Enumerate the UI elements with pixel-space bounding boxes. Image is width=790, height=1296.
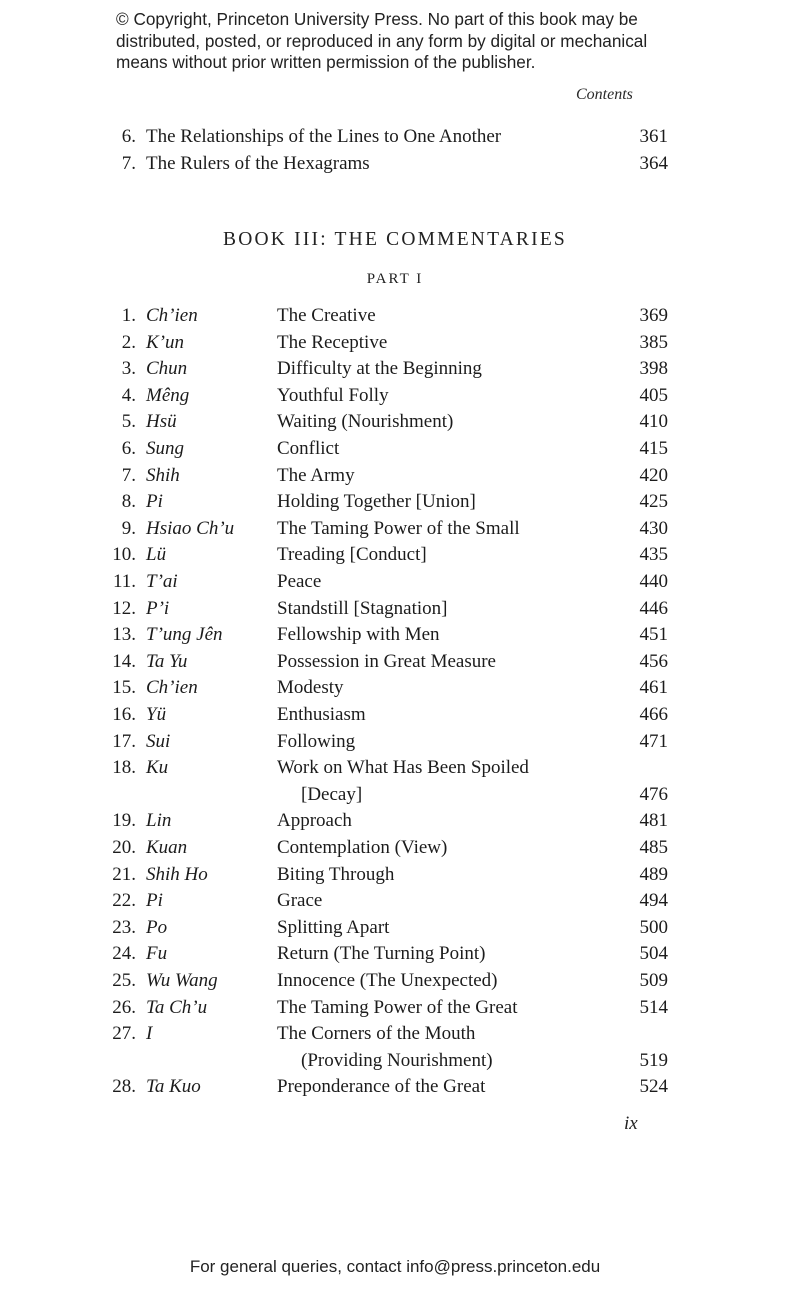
toc-row: [0, 702, 790, 728]
toc-row: [0, 888, 790, 914]
toc-row: [0, 569, 790, 595]
hexagram-title: The Taming Power of the Great: [277, 996, 518, 1018]
toc-row: [0, 649, 790, 675]
toc-row: [0, 835, 790, 861]
hexagram-title: (Providing Nourishment): [301, 1049, 493, 1071]
hexagram-title: The Receptive: [277, 331, 388, 353]
hexagram-name: Ch’ien: [146, 305, 198, 326]
hexagram-number: 15.: [112, 677, 136, 699]
hexagram-name: Shih: [146, 464, 180, 486]
hexagram-title: Grace: [277, 890, 323, 912]
page-number: 494: [639, 890, 668, 912]
hexagram-name: Mêng: [146, 384, 190, 406]
item-number: 7.: [121, 152, 136, 174]
hexagram-title: Possession in Great Measure: [277, 650, 496, 672]
hexagram-name: Fu: [146, 943, 168, 965]
hexagram-number: 19.: [112, 810, 136, 832]
hexagram-number: 1.: [121, 305, 136, 326]
page-number: 410: [639, 411, 668, 433]
page-number: 364: [639, 152, 668, 174]
page-number: 405: [639, 384, 668, 406]
toc-row: [0, 436, 790, 462]
hexagram-number: 13.: [112, 624, 136, 646]
toc-row: [0, 622, 790, 648]
hexagram-number: 3.: [121, 358, 136, 380]
hexagram-name: K’un: [146, 331, 184, 353]
toc-row: [0, 124, 790, 150]
page-number: 466: [639, 704, 668, 725]
page-number: 471: [639, 730, 668, 752]
hexagram-number: 10.: [112, 544, 136, 566]
toc-row: [0, 383, 790, 409]
copyright-line: distributed, posted, or reproduced in any form by digital or mechanical: [116, 30, 648, 51]
hexagram-number: 25.: [112, 970, 136, 991]
toc-row: [0, 356, 790, 382]
hexagram-title: Work on What Has Been Spoiled: [277, 757, 529, 779]
hexagram-number: 21.: [112, 863, 136, 885]
hexagram-name: P’i: [146, 597, 170, 619]
hexagram-title: Enthusiasm: [277, 704, 366, 725]
hexagram-number: 17.: [112, 730, 136, 752]
hexagram-name: Sung: [146, 438, 184, 459]
hexagram-title: The Army: [277, 464, 355, 486]
page-number: 435: [639, 544, 668, 566]
hexagram-number: 11.: [112, 571, 136, 592]
toc-row: [0, 303, 790, 329]
toc-row: [0, 675, 790, 701]
toc-row: [0, 782, 790, 808]
book-heading: BOOK III: THE COMMENTARIES: [223, 229, 567, 250]
hexagram-number: 6.: [121, 438, 136, 459]
page-number: 500: [639, 916, 668, 938]
page-number: 446: [639, 597, 668, 619]
toc-row: [0, 463, 790, 489]
toc-row: [0, 151, 790, 177]
page-number: 420: [639, 464, 668, 486]
hexagram-title: Holding Together [Union]: [277, 491, 476, 513]
hexagram-number: 16.: [112, 704, 136, 725]
toc-row: [0, 409, 790, 435]
hexagram-name: Lü: [146, 544, 167, 566]
hexagram-title: Standstill [Stagnation]: [277, 597, 448, 619]
hexagram-number: 2.: [121, 331, 136, 353]
hexagram-number: 28.: [112, 1076, 136, 1098]
hexagram-title: Innocence (The Unexpected): [277, 970, 498, 991]
toc-row: [0, 915, 790, 941]
hexagram-name: Po: [146, 916, 168, 938]
hexagram-number: 20.: [112, 837, 136, 858]
hexagram-name: Ta Yu: [146, 650, 188, 672]
copyright-line: means without prior written permission of the publisher.: [116, 52, 536, 72]
page-number: 430: [639, 517, 668, 539]
hexagram-title: Approach: [277, 810, 352, 832]
page-number: 398: [639, 358, 668, 380]
hexagram-name: Wu Wang: [146, 970, 218, 991]
hexagram-number: 22.: [112, 890, 136, 912]
hexagram-number: 4.: [121, 384, 136, 406]
hexagram-number: 14.: [112, 650, 136, 672]
toc-row: [0, 1021, 790, 1047]
copyright-notice: [116, 9, 756, 74]
page-number: 451: [639, 624, 668, 646]
toc-row: [0, 489, 790, 515]
hexagram-number: 27.: [112, 1023, 136, 1045]
hexagram-number: 7.: [121, 464, 136, 486]
hexagram-name: Hsiao Ch’u: [146, 517, 235, 539]
hexagram-name: Sui: [146, 730, 171, 752]
hexagram-name: T’ai: [146, 571, 178, 592]
hexagram-title: Preponderance of the Great: [277, 1076, 486, 1098]
hexagram-title: Following: [277, 730, 356, 752]
page-number: 385: [639, 331, 668, 353]
page-number: 504: [639, 943, 668, 965]
item-title: The Rulers of the Hexagrams: [146, 152, 370, 174]
hexagram-name: Ta Kuo: [146, 1076, 201, 1098]
toc-row: [0, 542, 790, 568]
hexagram-title: [Decay]: [301, 783, 363, 805]
toc-row: [0, 862, 790, 888]
hexagram-name: Hsü: [146, 411, 177, 433]
page-number: 361: [639, 126, 668, 147]
copyright-line: © Copyright, Princeton University Press. No part of this book may be: [116, 9, 638, 29]
hexagram-title: Peace: [277, 571, 322, 592]
hexagram-title: Waiting (Nourishment): [277, 411, 454, 433]
page-number: 489: [639, 863, 668, 885]
hexagram-name: Pi: [146, 491, 163, 513]
hexagram-number: 18.: [112, 757, 136, 779]
toc-row: [0, 968, 790, 994]
hexagram-title: The Creative: [277, 305, 376, 326]
hexagram-title: Splitting Apart: [277, 916, 390, 938]
toc-row: [0, 1074, 790, 1100]
toc-row: [0, 995, 790, 1021]
page-number: 519: [639, 1049, 668, 1071]
page-number: 514: [639, 996, 668, 1018]
toc-row: [0, 941, 790, 967]
hexagram-name: Ch’ien: [146, 677, 198, 699]
hexagram-title: The Corners of the Mouth: [277, 1023, 476, 1045]
hexagram-name: Shih Ho: [146, 863, 208, 885]
toc-row: [0, 516, 790, 542]
toc-row: [0, 808, 790, 834]
page-number: 440: [639, 571, 668, 592]
toc-row: [0, 330, 790, 356]
page-number: 461: [639, 677, 668, 699]
hexagram-title: Return (The Turning Point): [277, 943, 486, 965]
toc-row: [0, 729, 790, 755]
hexagram-name: T’ung Jên: [146, 624, 223, 646]
hexagram-title: Biting Through: [277, 863, 395, 885]
page-folio: ix: [624, 1113, 638, 1134]
hexagram-name: Lin: [146, 810, 172, 832]
hexagram-name: Yü: [146, 704, 167, 725]
hexagram-title: Treading [Conduct]: [277, 544, 427, 566]
page-number: 481: [639, 810, 668, 832]
page-number: 509: [639, 970, 668, 991]
hexagram-name: I: [146, 1023, 153, 1045]
hexagram-number: 24.: [112, 943, 136, 965]
toc-row: [0, 755, 790, 781]
hexagram-number: 12.: [112, 597, 136, 619]
page-number: 369: [639, 305, 668, 326]
page-number: 456: [639, 650, 668, 672]
hexagram-number: 26.: [112, 996, 136, 1018]
page-number: 415: [639, 438, 668, 459]
page-number: 425: [639, 491, 668, 513]
footer-contact: For general queries, contact info@press.princeton.edu: [189, 1257, 601, 1276]
hexagram-name: Kuan: [146, 837, 188, 858]
hexagram-title: Modesty: [277, 677, 344, 699]
running-head: Contents: [576, 86, 633, 103]
hexagram-title: Fellowship with Men: [277, 624, 440, 646]
hexagram-name: Ku: [146, 757, 169, 779]
hexagram-name: Ta Ch’u: [146, 996, 208, 1018]
toc-row: [0, 1048, 790, 1074]
hexagram-name: Pi: [146, 890, 163, 912]
hexagram-number: 5.: [121, 411, 136, 433]
hexagram-number: 9.: [121, 517, 136, 539]
hexagram-number: 23.: [112, 916, 136, 938]
hexagram-title: Youthful Folly: [277, 384, 389, 406]
hexagram-title: Conflict: [277, 438, 340, 459]
hexagram-name: Chun: [146, 358, 188, 380]
hexagram-title: Difficulty at the Beginning: [277, 358, 482, 380]
page-number: 524: [639, 1076, 668, 1098]
page-number: 485: [639, 837, 668, 858]
page-number: 476: [639, 783, 668, 805]
hexagram-title: The Taming Power of the Small: [277, 517, 520, 539]
item-number: 6.: [121, 126, 136, 147]
hexagram-number: 8.: [121, 491, 136, 513]
hexagram-title: Contemplation (View): [277, 837, 448, 858]
part-heading: PART I: [366, 271, 424, 287]
item-title: The Relationships of the Lines to One Another: [146, 126, 502, 147]
toc-row: [0, 596, 790, 622]
